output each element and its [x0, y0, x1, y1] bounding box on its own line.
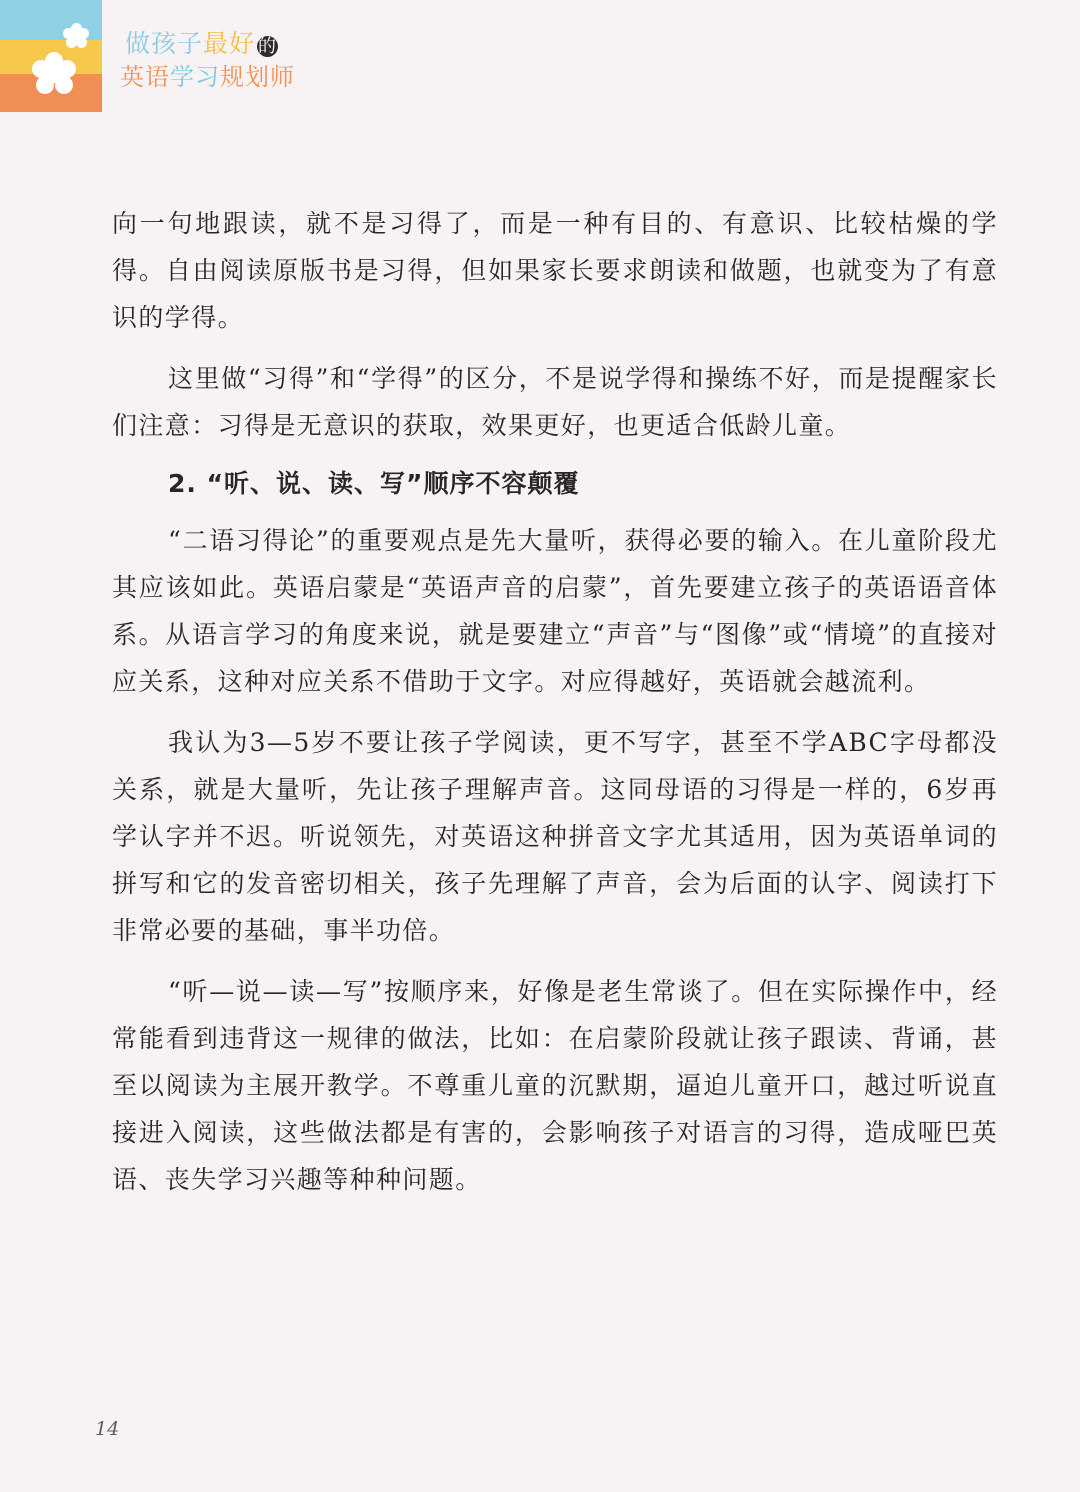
paragraph-1: 向一句地跟读，就不是习得了，而是一种有目的、有意识、比较枯燥的学得。自由阅读原版书是习得，但如果家长要求朗读和做题，也就变为了有意识的学得。	[112, 209, 998, 332]
series-title-prefix: 做孩子	[125, 29, 204, 58]
paragraph-5: “听—说—读—写”按顺序来，好像是老生常谈了。但在实际操作中，经常能看到违背这一规律的做法，比如：在启蒙阶段就让孩子跟读、背诵，甚至以阅读为主展开教学。不尊重儿童的沉默期，逼迫儿童开口，越过听说直接进入阅读，这些做法都是有害的，会影响孩子对语言的习得，造成哑巴英语、丧失学习兴趣等种种问题。	[112, 977, 998, 1194]
page-content	[112, 200, 998, 1203]
flower-icon	[62, 22, 90, 50]
series-title-line-2	[120, 65, 370, 89]
paragraph-4: 我认为3—5岁不要让孩子学阅读，更不写字，甚至不学ABC字母都没关系，就是大量听，先让孩子理解声音。这同母语的习得是一样的，6岁再学认字并不迟。听说领先，对英语这种拼音文字尤其适用，因为英语单词的拼写和它的发音密切相关，孩子先理解了声音，会为后面的认字、阅读打下非常必要的基础，事半功倍。	[112, 728, 998, 945]
series-title-line-1	[125, 31, 370, 56]
series-subtitle-suffix: 规划师	[220, 63, 295, 91]
series-subtitle-accent: 学习	[170, 63, 220, 91]
flower-icon	[30, 50, 78, 98]
series-title-accent: 最好	[203, 29, 256, 58]
corner-decoration	[0, 0, 102, 112]
series-subtitle-prefix: 英语	[120, 63, 170, 91]
paragraph-2: 这里做“习得”和“学得”的区分，不是说学得和操练不好，而是提醒家长们注意：习得是无意识的获取，效果更好，也更适合低龄儿童。	[112, 364, 998, 440]
page-number: 14	[95, 1418, 120, 1440]
series-title-small: 的	[258, 36, 278, 57]
paragraph-3: “二语习得论”的重要观点是先大量听，获得必要的输入。在儿童阶段尤其应该如此。英语启蒙是“英语声音的启蒙”，首先要建立孩子的英语语音体系。从语言学习的角度来说，就是要建立“声音”与“图像”或“情境”的直接对应关系，这种对应关系不借助于文字。对应得越好，英语就会越流利。	[112, 526, 998, 696]
series-title	[120, 31, 370, 101]
section-heading: 2. “听、说、读、写”顺序不容颠覆	[168, 469, 580, 498]
